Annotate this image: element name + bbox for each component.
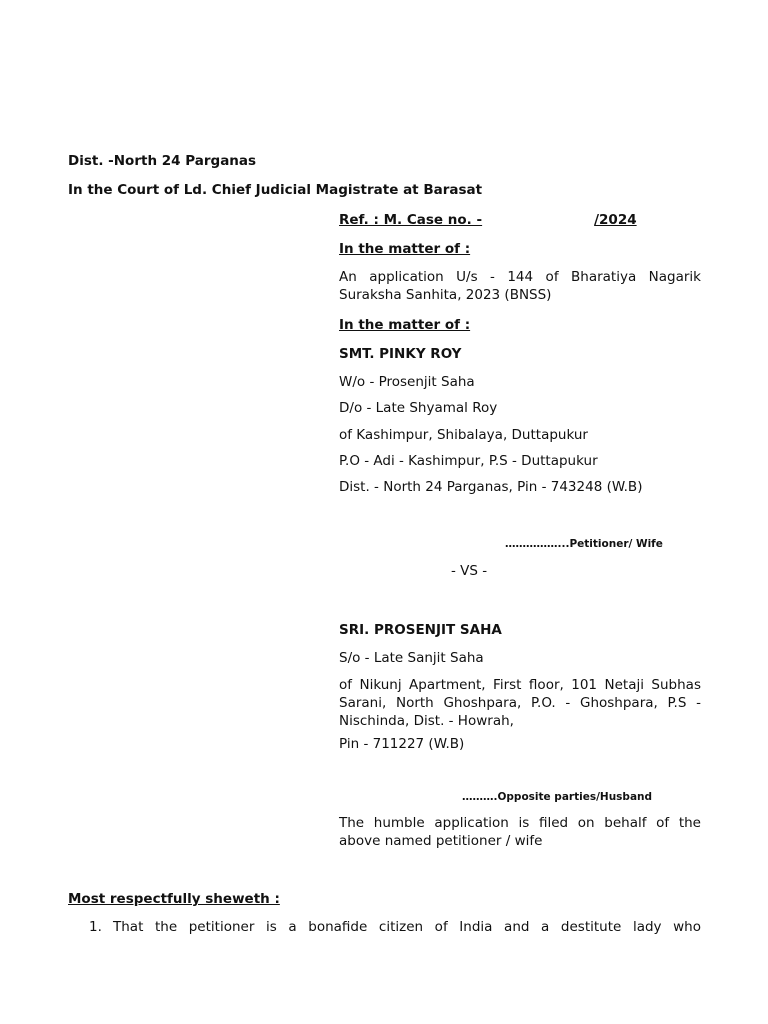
court-heading: In the Court of Ld. Chief Judicial Magistrate at Barasat [68, 182, 483, 198]
list-item-number: 1. [89, 919, 102, 935]
petitioner-name: SMT. PINKY ROY [339, 346, 462, 362]
matter-heading-2: In the matter of : [339, 317, 471, 333]
petitioner-spouse: W/o - Prosenjit Saha [339, 374, 475, 390]
petitioner-role: ……………...Petitioner/ Wife [505, 538, 663, 550]
petitioner-dist-pin: Dist. - North 24 Parganas, Pin - 743248 (W.B) [339, 479, 643, 495]
opposite-party-address: of Nikunj Apartment, First floor, 101 Netaji Subhas Sarani, North Ghoshpara, P.O. - Ghoshpara, P.S - Nischinda, Dist. - Howrah, [339, 677, 701, 729]
ref-prefix: Ref. : M. Case no. - [339, 212, 483, 228]
petitioner-address: of Kashimpur, Shibalaya, Duttapukur [339, 427, 588, 443]
opposite-party-name: SRI. PROSENJIT SAHA [339, 622, 502, 638]
ref-year: /2024 [594, 212, 637, 228]
sheweth-heading: Most respectfully sheweth : [68, 891, 280, 907]
list-item-text: That the petitioner is a bonafide citizen of India and a destitute lady who [113, 919, 701, 935]
list-item [89, 918, 701, 936]
reference-number [339, 211, 637, 229]
matter-heading-1: In the matter of : [339, 241, 471, 257]
opposite-party-role: ……….Opposite parties/Husband [462, 791, 653, 803]
petitioner-po-ps: P.O - Adi - Kashimpur, P.S - Duttapukur [339, 453, 598, 469]
petitioner-parent: D/o - Late Shyamal Roy [339, 400, 498, 416]
humble-application-text: The humble application is filed on behalf of the above named petitioner / wife [339, 815, 701, 849]
district-heading: Dist. -North 24 Parganas [68, 153, 257, 169]
application-text: An application U/s - 144 of Bharatiya Nagarik Suraksha Sanhita, 2023 (BNSS) [339, 269, 701, 303]
opposite-party-pin: Pin - 711227 (W.B) [339, 736, 465, 752]
versus-label: - VS - [451, 563, 488, 579]
opposite-party-parent: S/o - Late Sanjit Saha [339, 650, 484, 666]
